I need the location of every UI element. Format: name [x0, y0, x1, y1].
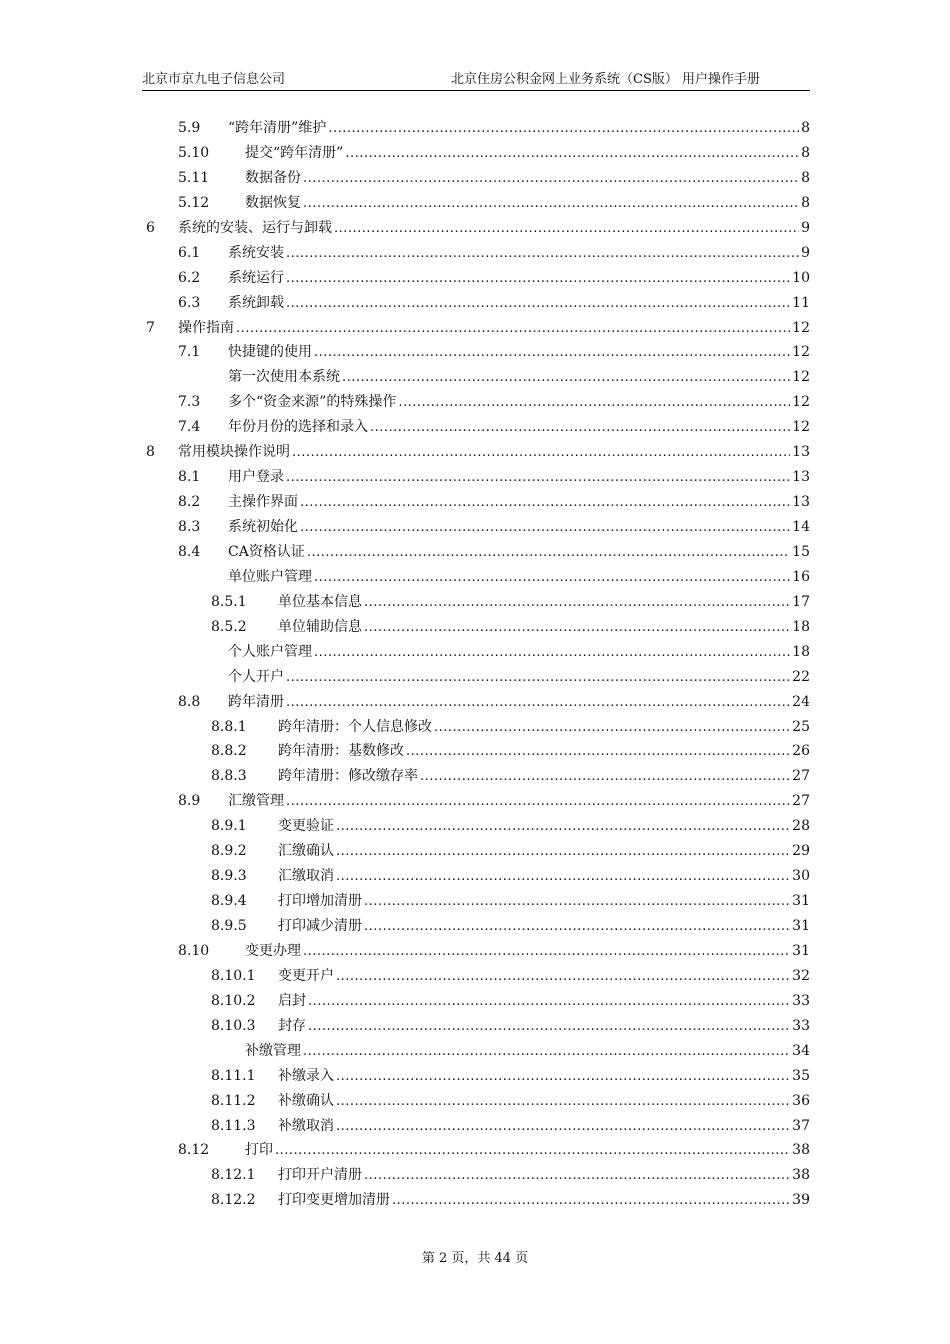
toc-entry[interactable] [142, 166, 810, 191]
toc-entry-page: 9 [799, 241, 810, 266]
toc-entry-number: 8.5.1 [211, 593, 247, 610]
toc-entry-number: 7 [146, 319, 155, 336]
toc-entry-line [278, 1014, 810, 1040]
toc-entry-line [178, 216, 810, 242]
dot-leader [236, 317, 790, 342]
dot-leader [286, 666, 790, 691]
toc-entry-title: 系统安装 [228, 241, 286, 266]
toc-entry-title: 打印变更增加清册 [278, 1188, 392, 1213]
toc-entry-page: 22 [790, 665, 810, 690]
toc-entry[interactable] [142, 914, 810, 939]
toc-entry-number: 8.9.5 [211, 918, 247, 934]
toc-entry-page: 32 [790, 964, 810, 989]
toc-entry-page: 8 [799, 141, 810, 166]
toc-entry-title: 补缴确认 [278, 1089, 336, 1114]
toc-entry-line [278, 839, 810, 865]
toc-entry-line [278, 989, 810, 1015]
header-company: 北京市京九电子信息公司 [142, 72, 286, 87]
toc-entry-number: 8.8.2 [211, 743, 247, 760]
toc-entry[interactable] [142, 540, 810, 565]
toc-entry-page: 31 [790, 939, 810, 964]
toc-entry-title: CA资格认证 [228, 540, 307, 565]
toc-entry-title: 封存 [278, 1014, 308, 1039]
toc-entry[interactable] [142, 939, 810, 964]
toc-entry[interactable] [142, 789, 810, 814]
toc-entry-page: 13 [790, 490, 810, 515]
dot-leader [292, 441, 790, 466]
toc-entry-title: 个人账户管理 [228, 640, 314, 665]
toc-entry-line [228, 465, 810, 491]
toc-entry-title: 提交“跨年清册” [245, 141, 345, 166]
toc-entry-line [228, 365, 810, 391]
toc-entry-line [278, 1064, 810, 1090]
toc-entry-title: 补缴取消 [278, 1114, 336, 1139]
toc-entry-page: 26 [790, 739, 810, 764]
dot-leader [345, 142, 799, 167]
toc-entry[interactable] [142, 565, 810, 590]
dot-leader [286, 790, 790, 815]
toc-entry-line [178, 316, 810, 342]
toc-entry-page: 29 [790, 839, 810, 864]
toc-entry-number: 8.8.1 [211, 718, 247, 735]
toc-entry[interactable] [142, 365, 810, 390]
toc-entry-line [178, 440, 810, 466]
toc-entry-title: 启封 [278, 989, 308, 1014]
toc-entry-page: 12 [790, 415, 810, 440]
toc-entry-line [245, 939, 810, 965]
toc-entry-line [278, 764, 810, 790]
toc-entry[interactable] [142, 814, 810, 839]
toc-entry[interactable] [142, 241, 810, 266]
dot-leader [336, 965, 790, 990]
toc-entry-page: 28 [790, 814, 810, 839]
toc-entry[interactable] [142, 415, 810, 440]
toc-entry-page: 33 [790, 1014, 810, 1039]
toc-entry-title: 个人开户 [228, 665, 286, 690]
toc-entry-page: 31 [790, 914, 810, 939]
toc-entry-line [228, 789, 810, 815]
toc-entry-line [228, 291, 810, 317]
toc-entry-title: 跨年清册：个人信息修改 [278, 715, 434, 740]
toc-entry-line [278, 1089, 810, 1115]
toc-entry-line [228, 490, 810, 516]
toc-entry-line [278, 615, 810, 641]
toc-entry-title: 变更验证 [278, 814, 336, 839]
toc-entry-title: 常用模块操作说明 [178, 440, 292, 465]
toc-entry-line [278, 1188, 810, 1214]
toc-entry-line [228, 116, 810, 142]
dot-leader [308, 1015, 790, 1040]
toc-entry-title: 数据备份 [245, 166, 303, 191]
toc-entry-line [228, 266, 810, 292]
toc-entry-page: 31 [790, 889, 810, 914]
toc-entry[interactable] [142, 316, 810, 341]
toc-entry[interactable] [142, 465, 810, 490]
toc-entry-number: 8.9 [178, 793, 201, 810]
table-of-contents [142, 116, 810, 1213]
toc-entry-page: 10 [790, 266, 810, 291]
toc-entry[interactable] [142, 989, 810, 1014]
dot-leader [300, 491, 790, 516]
toc-entry-page: 17 [790, 590, 810, 615]
header-doc-title: 北京住房公积金网上业务系统（CS版） 用户操作手册 [451, 72, 760, 87]
dot-leader [314, 341, 790, 366]
toc-entry-number: 8.9.1 [211, 818, 247, 835]
toc-entry-number: 8.3 [178, 519, 201, 535]
toc-entry-line [278, 715, 810, 741]
toc-entry-number: 8.10.2 [211, 992, 256, 1009]
toc-entry-line [278, 964, 810, 990]
toc-entry-page: 25 [790, 715, 810, 740]
dot-leader [286, 242, 799, 267]
toc-entry-title: 快捷键的使用 [228, 340, 314, 365]
toc-entry-number: 6.3 [178, 294, 201, 311]
dot-leader [307, 541, 790, 566]
dot-leader [364, 890, 790, 915]
toc-entry-page: 34 [790, 1039, 810, 1064]
toc-entry-number: 5.11 [178, 169, 210, 186]
dot-leader [334, 217, 799, 242]
toc-entry-number: 8.12 [178, 1142, 210, 1159]
toc-entry-number: 6.2 [178, 269, 201, 286]
toc-entry-title: 汇缴取消 [278, 864, 336, 889]
toc-entry[interactable] [142, 715, 810, 740]
toc-entry[interactable] [142, 1163, 810, 1188]
toc-entry-line [245, 1039, 810, 1065]
toc-entry-title: 变更办理 [245, 939, 303, 964]
dot-leader [286, 292, 790, 317]
dot-leader [286, 267, 790, 292]
dot-leader [336, 840, 790, 865]
toc-entry[interactable] [142, 590, 810, 615]
toc-entry[interactable] [142, 839, 810, 864]
dot-leader [303, 940, 790, 965]
toc-entry[interactable] [142, 964, 810, 989]
toc-entry-title: 汇缴管理 [228, 789, 286, 814]
toc-entry[interactable] [142, 1188, 810, 1213]
toc-entry-number: 8.2 [178, 494, 201, 511]
toc-entry-line [278, 590, 810, 616]
toc-entry-page: 13 [790, 440, 810, 465]
dot-leader [308, 990, 790, 1015]
dot-leader [336, 865, 790, 890]
toc-entry-number: 8.9.2 [211, 843, 247, 860]
toc-entry-number: 8.1 [178, 469, 201, 486]
toc-entry-page: 8 [799, 191, 810, 216]
dot-leader [434, 716, 790, 741]
toc-entry-title: 单位账户管理 [228, 565, 314, 590]
toc-entry-page: 33 [790, 989, 810, 1014]
dot-leader [370, 416, 790, 441]
toc-entry-number: 8.10.1 [211, 967, 256, 984]
toc-entry[interactable] [142, 340, 810, 365]
toc-entry-title: 第一次使用本系统 [228, 365, 342, 390]
dot-leader [392, 1189, 790, 1214]
toc-entry[interactable] [142, 739, 810, 764]
toc-entry-line [278, 1163, 810, 1189]
toc-entry-number: 8.9.3 [211, 868, 247, 885]
toc-entry-number: 8.10.3 [211, 1017, 256, 1034]
toc-entry-title: 系统的安装、运行与卸载 [178, 216, 334, 241]
toc-entry[interactable] [142, 191, 810, 216]
toc-entry-title: 操作指南 [178, 316, 236, 341]
toc-entry[interactable] [142, 690, 810, 715]
toc-entry-line [245, 191, 810, 217]
toc-entry-line [228, 515, 810, 541]
toc-entry-number: 7.3 [178, 394, 201, 411]
toc-entry-line [278, 1114, 810, 1140]
toc-entry[interactable] [142, 1114, 810, 1139]
toc-entry-title: 系统运行 [228, 266, 286, 291]
dot-leader [336, 1115, 790, 1140]
toc-entry[interactable] [142, 440, 810, 465]
toc-entry-page: 18 [790, 640, 810, 665]
toc-entry-line [228, 540, 810, 566]
toc-entry-title: 系统卸载 [228, 291, 286, 316]
toc-entry[interactable] [142, 1138, 810, 1163]
toc-entry-title: 打印开户清册 [278, 1163, 364, 1188]
toc-entry-page: 27 [790, 764, 810, 789]
toc-entry[interactable] [142, 141, 810, 166]
toc-entry[interactable] [142, 116, 810, 141]
dot-leader [303, 167, 799, 192]
toc-entry-title: 打印减少清册 [278, 914, 364, 939]
toc-entry-number: 8.5.2 [211, 618, 247, 635]
toc-entry-title: 跨年清册：修改缴存率 [278, 764, 420, 789]
toc-entry-page: 35 [790, 1064, 810, 1089]
toc-entry-page: 24 [790, 690, 810, 715]
dot-leader [314, 641, 790, 666]
toc-entry[interactable] [142, 764, 810, 789]
toc-entry-number: 8.11.1 [211, 1067, 256, 1084]
toc-entry[interactable] [142, 864, 810, 889]
dot-leader [303, 192, 799, 217]
toc-entry-line [228, 390, 810, 416]
toc-entry[interactable] [142, 291, 810, 316]
toc-entry[interactable] [142, 515, 810, 540]
dot-leader [406, 740, 790, 765]
dot-leader [364, 1164, 790, 1189]
toc-entry-page: 36 [790, 1089, 810, 1114]
toc-entry-number: 8.11.3 [211, 1117, 256, 1134]
toc-entry-page: 9 [799, 216, 810, 241]
toc-entry[interactable] [142, 1089, 810, 1114]
toc-entry[interactable] [142, 615, 810, 640]
toc-entry[interactable] [142, 216, 810, 241]
toc-entry-line [245, 1138, 810, 1164]
toc-entry-title: 用户登录 [228, 465, 286, 490]
dot-leader [420, 765, 790, 790]
page-header [142, 68, 810, 91]
toc-entry[interactable] [142, 640, 810, 665]
dot-leader [336, 815, 790, 840]
toc-entry-number: 7.4 [178, 419, 201, 436]
toc-entry-number: 5.9 [178, 120, 201, 136]
toc-entry-title: 年份月份的选择和录入 [228, 415, 370, 440]
toc-entry-title: 跨年清册：基数修改 [278, 739, 406, 764]
toc-entry-title: 打印增加清册 [278, 889, 364, 914]
toc-entry-number: 6 [146, 219, 155, 236]
toc-entry-page: 38 [790, 1138, 810, 1163]
toc-entry-line [228, 565, 810, 591]
toc-entry-line [245, 141, 810, 167]
toc-entry-page: 15 [790, 540, 810, 565]
toc-entry-title: 单位基本信息 [278, 590, 364, 615]
dot-leader [364, 616, 790, 641]
toc-entry[interactable] [142, 1014, 810, 1039]
toc-entry-title: 变更开户 [278, 964, 336, 989]
toc-entry-page: 38 [790, 1163, 810, 1188]
dot-leader [286, 466, 790, 491]
toc-entry-page: 27 [790, 789, 810, 814]
toc-entry-line [228, 665, 810, 691]
dot-leader [300, 516, 790, 541]
toc-entry-title: 多个“资金来源”的特殊操作 [228, 390, 398, 415]
toc-entry-title: 单位辅助信息 [278, 615, 364, 640]
dot-leader [314, 566, 790, 591]
toc-entry-title: 系统初始化 [228, 515, 300, 540]
dot-leader [275, 1139, 790, 1164]
toc-entry-line [278, 739, 810, 765]
toc-entry-number: 8.12.1 [211, 1167, 256, 1184]
toc-entry[interactable] [142, 390, 810, 415]
dot-leader [328, 117, 799, 142]
toc-entry-number: 8.8 [178, 693, 201, 710]
toc-entry-page: 12 [790, 316, 810, 341]
toc-entry-page: 8 [799, 166, 810, 191]
toc-entry-line [228, 241, 810, 267]
toc-entry-number: 5.10 [178, 144, 210, 161]
toc-entry-line [228, 415, 810, 441]
toc-entry-number: 8.4 [178, 543, 201, 560]
toc-entry-page: 11 [790, 291, 810, 316]
toc-entry-title: 打印 [245, 1138, 275, 1163]
toc-entry-page: 14 [790, 515, 810, 540]
toc-entry-number: 8 [146, 444, 155, 461]
toc-entry[interactable] [142, 490, 810, 515]
toc-entry-line [228, 340, 810, 366]
toc-entry-page: 12 [790, 390, 810, 415]
toc-entry-number: 8.12.2 [211, 1192, 256, 1209]
toc-entry-title: 补缴管理 [245, 1039, 303, 1064]
toc-entry-line [278, 914, 810, 940]
toc-entry-number: 8.10 [178, 942, 210, 959]
toc-entry-line [278, 864, 810, 890]
toc-entry[interactable] [142, 1039, 810, 1064]
dot-leader [398, 391, 790, 416]
toc-entry[interactable] [142, 889, 810, 914]
toc-entry-page: 18 [790, 615, 810, 640]
dot-leader [364, 591, 790, 616]
toc-entry-title: 数据恢复 [245, 191, 303, 216]
toc-entry-title: 补缴录入 [278, 1064, 336, 1089]
toc-entry[interactable] [142, 665, 810, 690]
toc-entry-number: 8.9.4 [211, 893, 247, 910]
dot-leader [286, 691, 790, 716]
dot-leader [364, 915, 790, 940]
toc-entry-number: 5.12 [178, 194, 210, 211]
toc-entry-line [228, 690, 810, 716]
toc-entry-title: 跨年清册 [228, 690, 286, 715]
toc-entry-line [245, 166, 810, 192]
toc-entry-page: 37 [790, 1114, 810, 1139]
dot-leader [303, 1040, 790, 1065]
toc-entry-line [278, 814, 810, 840]
toc-entry-number: 7.1 [178, 344, 201, 361]
toc-entry-line [228, 640, 810, 666]
toc-entry-title: 汇缴确认 [278, 839, 336, 864]
toc-entry-title: 主操作界面 [228, 490, 300, 515]
toc-entry-page: 13 [790, 465, 810, 490]
toc-entry-number: 6.1 [178, 244, 201, 261]
toc-entry-page: 12 [790, 340, 810, 365]
toc-entry-line [278, 889, 810, 915]
toc-entry-page: 16 [790, 565, 810, 590]
toc-entry-page: 12 [790, 365, 810, 390]
toc-entry-title: “跨年清册”维护 [228, 116, 328, 141]
toc-entry-page: 8 [799, 116, 810, 141]
toc-entry-number: 8.11.2 [211, 1092, 256, 1109]
page-footer: 第 2 页，共 44 页 [421, 1251, 529, 1266]
dot-leader [342, 366, 790, 391]
toc-entry-page: 39 [790, 1188, 810, 1213]
toc-entry-page: 30 [790, 864, 810, 889]
toc-entry[interactable] [142, 266, 810, 291]
toc-entry-number: 8.8.3 [211, 768, 247, 785]
toc-entry[interactable] [142, 1064, 810, 1089]
dot-leader [336, 1065, 790, 1090]
dot-leader [336, 1090, 790, 1115]
